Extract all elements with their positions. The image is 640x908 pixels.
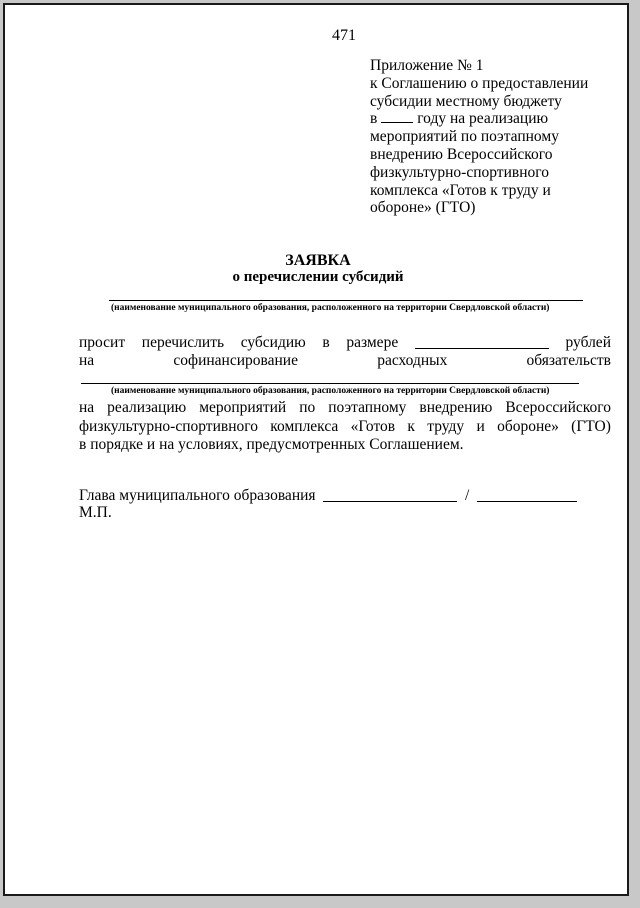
- word: мероприятий: [199, 399, 287, 416]
- signature-label: Глава муниципального образования: [79, 487, 316, 504]
- word: расходных: [377, 352, 448, 369]
- appendix-line-4-prefix: в: [370, 110, 378, 128]
- appendix-line-4: [370, 110, 620, 128]
- word: реализацию: [107, 399, 187, 416]
- municipality-name-line-1: [109, 300, 583, 301]
- document-title: ЗАЯВКА: [285, 252, 351, 269]
- word: просит: [79, 334, 126, 351]
- word: поэтапному: [328, 399, 407, 416]
- purpose-line-3: в порядке и на условиях, предусмотренных Соглашением.: [79, 436, 464, 453]
- appendix-line-5: мероприятий по поэтапному: [370, 128, 559, 146]
- word: на: [79, 352, 95, 369]
- purpose-line-1: [79, 399, 611, 417]
- word: на: [79, 399, 95, 416]
- amount-blank: [415, 334, 549, 349]
- appendix-line-6: внедрению Всероссийского: [370, 145, 553, 163]
- signature-separator: /: [465, 487, 470, 504]
- word: по: [299, 399, 316, 416]
- word: «Готов: [350, 418, 396, 435]
- year-blank: [381, 110, 413, 123]
- document-page: [3, 3, 629, 896]
- municipality-name-line-2: [81, 383, 579, 384]
- appendix-line-1: Приложение № 1: [370, 57, 484, 74]
- signature-blank: [323, 501, 457, 502]
- word: субсидию: [240, 334, 306, 351]
- word: рублей: [565, 334, 611, 351]
- appendix-line-2: к Соглашению о предоставлении: [370, 74, 589, 92]
- word: труду: [427, 418, 465, 435]
- appendix-header: [370, 57, 620, 217]
- stamp-label: М.П.: [79, 504, 112, 521]
- word: размере: [346, 334, 399, 351]
- word: Всероссийского: [505, 399, 611, 416]
- word: обязательств: [526, 352, 611, 369]
- appendix-line-8: комплекса «Готов к труду и: [370, 181, 551, 199]
- request-line: [79, 334, 611, 352]
- appendix-line-3: субсидии местному бюджету: [370, 92, 562, 110]
- word: перечислить: [141, 334, 225, 351]
- word: внедрению: [419, 399, 493, 416]
- document-subtitle: о перечислении субсидий: [232, 269, 404, 285]
- cofinance-line: [79, 352, 611, 370]
- municipality-caption-2: (наименование муниципального образования, расположенного на территории Свердловской области): [111, 386, 550, 396]
- word: обороне»: [497, 418, 559, 435]
- page-number: 471: [332, 27, 356, 44]
- municipality-caption-1: (наименование муниципального образования, расположенного на территории Свердловской области): [111, 303, 550, 313]
- word: (ГТО): [571, 418, 611, 435]
- word: софинансирование: [173, 352, 298, 369]
- word: и: [476, 418, 485, 435]
- appendix-line-9: обороне» (ГТО): [370, 199, 476, 217]
- appendix-line-4-suffix: году на реализацию: [417, 110, 549, 128]
- appendix-line-7: физкультурно-спортивного: [370, 163, 549, 181]
- word: комплекса: [270, 418, 339, 435]
- word: в: [322, 334, 330, 351]
- name-blank: [477, 501, 577, 502]
- word: к: [407, 418, 415, 435]
- word: физкультурно-спортивного: [79, 418, 258, 435]
- purpose-line-2: [79, 418, 611, 436]
